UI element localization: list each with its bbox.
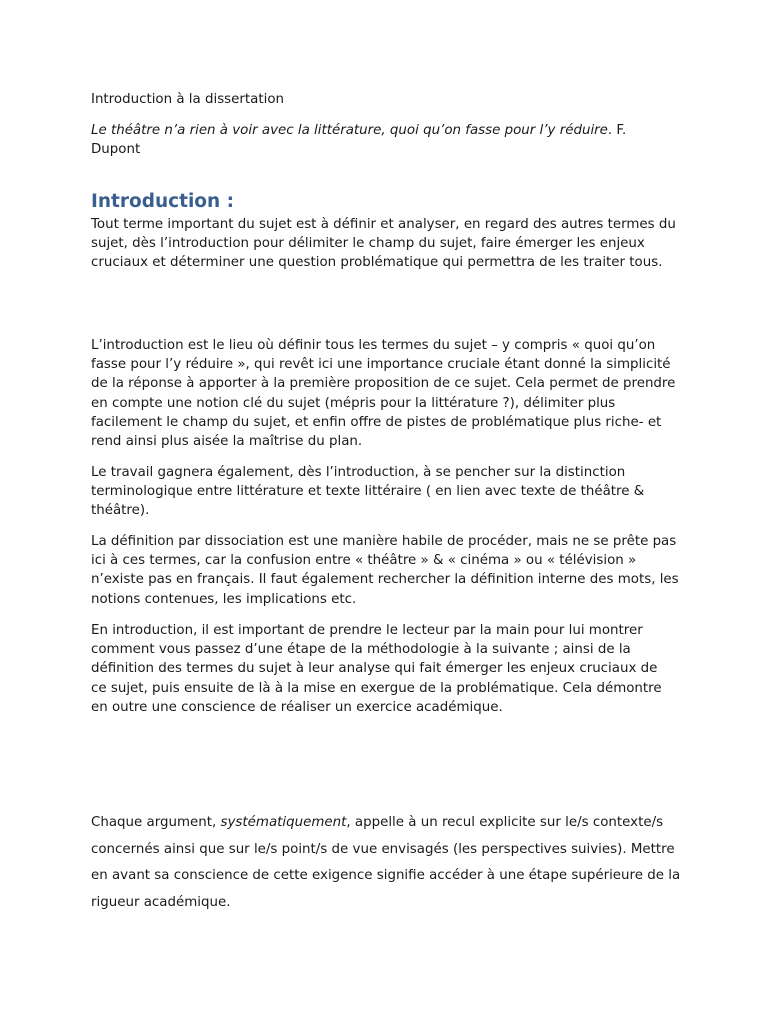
paragraph: La définition par dissociation est une manière habile de procéder, mais ne se prête pas ici à ces termes, car la confusion entre « théâtre » & « cinéma » ou « télévision » n’existe pas en français. Il faut également rechercher la définition interne des mots, les notions contenues, les implications etc. <box>91 534 679 607</box>
paragraph-argument <box>91 810 691 916</box>
paragraph: L’introduction est le lieu où définir tous les termes du sujet – y compris « quoi qu’on fasse pour l’y réduire », qui revêt ici une importance cruciale étant donné la simplicité de la réponse à apporter à la première proposition de ce sujet. Cela permet de prendre en compte une notion clé du sujet (mépris pour la littérature ?), délimiter plus facilement le champ du sujet, et enfin offre de pistes de problématique plus riche- et rend ainsi plus aisée la maîtrise du plan. <box>91 338 676 450</box>
argument-text-end: , appelle à un recul explicite sur le/s contexte/s concernés ainsi que sur le/s point/s de vue envisagés (les perspectives suivies). Mettre en avant sa conscience de cette exigence signifie accéder à une étape supérieure de la rigueur académique. <box>91 815 681 910</box>
paragraph: En introduction, il est important de prendre le lecteur par la main pour lui montrer comment vous passez d’une étape de la méthodologie à la suivante ; ainsi de la définition des termes du sujet à leur analyse qui fait émerger les enjeux cruciaux de ce sujet, puis ensuite de là à la mise en exergue de la problématique. Cela démontre en outre une conscience de réaliser un exercice académique. <box>91 623 662 715</box>
argument-emphasis: systématiquement <box>220 815 347 830</box>
paragraph: Le travail gagnera également, dès l’introduction, à se pencher sur la distinction terminologique entre littérature et texte littéraire ( en lien avec texte de théâtre & théâtre). <box>91 465 645 519</box>
section-heading: Introduction : <box>91 191 235 212</box>
quote-line <box>91 121 671 159</box>
paragraph: Tout terme important du sujet est à définir et analyser, en regard des autres termes du sujet, dès l’introduction pour délimiter le champ du sujet, faire émerger les enjeux cruciaux et déterminer une question problématique qui permettra de les traiter tous. <box>91 217 676 271</box>
quote-author: . F. Dupont <box>91 123 627 157</box>
quote-text: Le théâtre n’a rien à voir avec la littérature, quoi qu’on fasse pour l’y réduire <box>91 123 608 138</box>
argument-text-start: Chaque argument, <box>91 815 221 830</box>
document-title: Introduction à la dissertation <box>91 92 285 107</box>
